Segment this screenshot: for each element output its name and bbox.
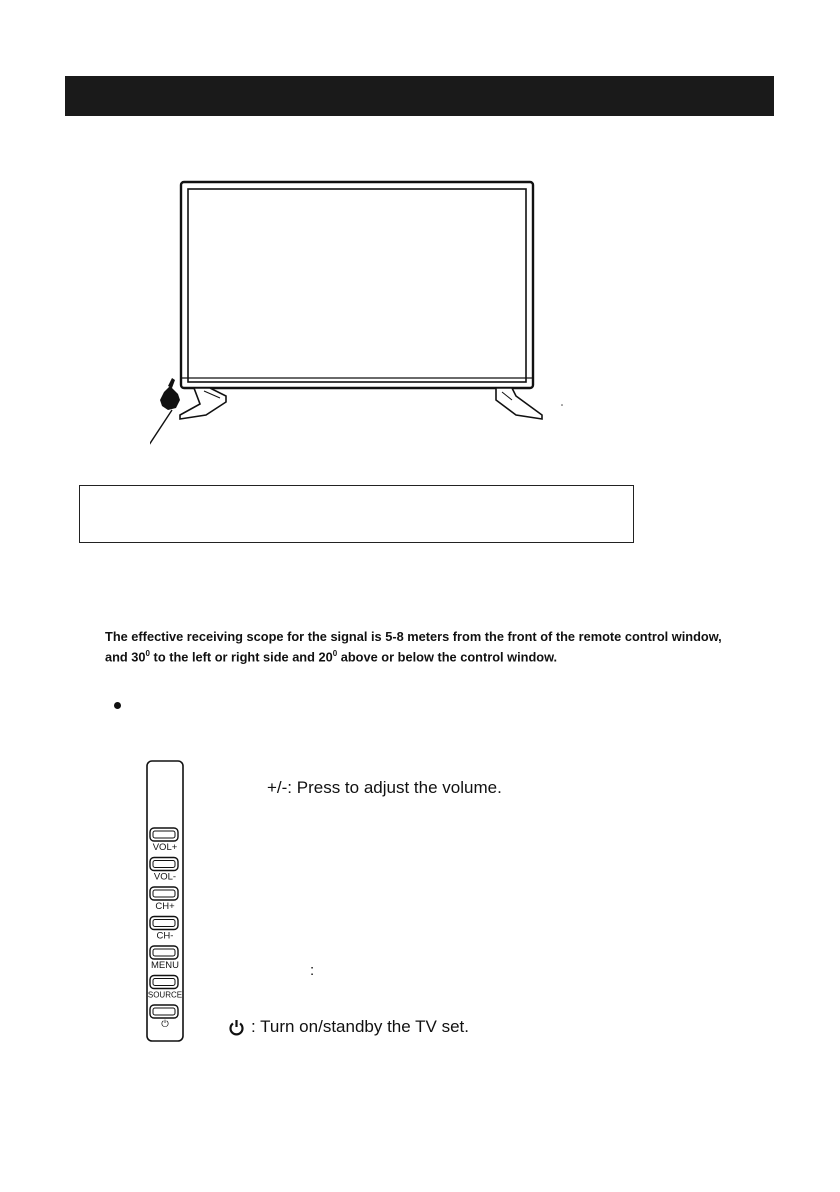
leader-line — [150, 410, 172, 486]
receiving-scope-text: The effective receiving scope for the signal is 5-8 meters from the front of the remote control window, and $30^0$ to the left or right side and $20^0$ above or below the control window. — [105, 629, 722, 664]
panel-button-label: VOL+ — [152, 842, 178, 853]
power-icon — [228, 1019, 245, 1036]
remote-window-label-box — [79, 485, 634, 543]
tv-screen — [188, 189, 526, 382]
left-stand — [180, 388, 226, 419]
panel-button-label: CH+ — [155, 901, 175, 912]
volume-description: +/-: Press to adjust the volume. — [267, 778, 502, 797]
panel-button-label: VOL- — [153, 871, 177, 883]
section-header-bar — [65, 76, 774, 116]
pointing-hand-icon — [160, 378, 180, 410]
panel-button-5 — [150, 946, 179, 971]
power-description-text: : Turn on/standby the TV set. — [251, 1017, 469, 1036]
panel-button-6 — [148, 976, 182, 1000]
panel-button-1 — [150, 828, 178, 853]
panel-button-2 — [150, 858, 178, 883]
source-description-colon: : — [310, 962, 315, 979]
side-control-panel — [138, 760, 188, 1045]
panel-button-label: SOURCE — [147, 990, 183, 1000]
bullet-point — [114, 702, 121, 709]
panel-button-label: CH- — [156, 930, 174, 942]
power-description — [228, 1017, 469, 1037]
tv-illustration — [150, 178, 570, 488]
panel-button-label: MENU — [151, 960, 179, 971]
panel-button-label: ⏻ — [161, 1019, 169, 1030]
